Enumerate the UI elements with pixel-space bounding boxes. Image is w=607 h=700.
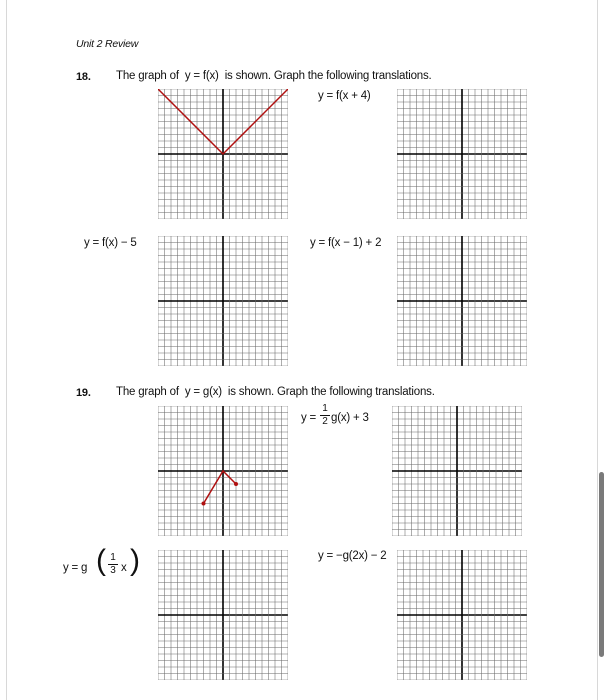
right-paren: ): [130, 544, 140, 577]
left-paren: (: [96, 544, 106, 577]
scrollbar[interactable]: [599, 472, 604, 657]
prompt-suffix: is shown. Graph the following translations.: [227, 386, 435, 398]
prompt-prefix: The graph of: [116, 386, 179, 398]
curve-endpoint: [202, 502, 206, 506]
prompt-prefix: The graph of: [116, 70, 179, 82]
prompt-suffix: is shown. Graph the following translations.: [224, 70, 432, 82]
grid-f-original: [158, 89, 288, 219]
curve-endpoint: [234, 482, 238, 486]
function-label: y = f(x): [184, 70, 219, 82]
denominator: 2: [322, 416, 328, 427]
unit-title: Unit 2 Review: [76, 38, 139, 50]
variable: x: [121, 562, 127, 574]
grid-g-third-x[interactable]: [158, 550, 288, 680]
translation-f-x-minus-1-plus-2: y = f(x − 1) + 2: [310, 237, 382, 249]
grid-g-original: [158, 406, 288, 536]
grid-f-x-minus-1-plus-2[interactable]: [397, 236, 527, 366]
grid-neg-g-2x-minus-2[interactable]: [397, 550, 527, 680]
problem-19-number: 19.: [76, 387, 91, 399]
fraction: [108, 553, 118, 576]
translation-f-x-minus-5: y = f(x) − 5: [84, 237, 137, 249]
graph-g-curve: [204, 471, 237, 504]
problem-18-prompt: [116, 70, 432, 82]
grid-half-g-plus-3[interactable]: [392, 406, 522, 536]
numerator: 1: [110, 552, 116, 563]
grid-f-x-minus-5[interactable]: [158, 236, 288, 366]
denominator: 3: [110, 565, 116, 576]
translation-f-x-plus-4: y = f(x + 4): [318, 90, 371, 102]
numerator: 1: [322, 403, 328, 414]
problem-18-number: 18.: [76, 71, 91, 83]
fraction: [320, 404, 330, 427]
lhs: y =: [301, 412, 317, 424]
lhs: y = g: [63, 562, 88, 574]
rest: g(x) + 3: [331, 412, 369, 424]
grid-f-x-plus-4[interactable]: [397, 89, 527, 219]
translation-neg-g-2x-minus-2: y = −g(2x) − 2: [318, 550, 387, 562]
function-label: y = g(x): [184, 386, 222, 398]
problem-19-prompt: [116, 386, 435, 398]
